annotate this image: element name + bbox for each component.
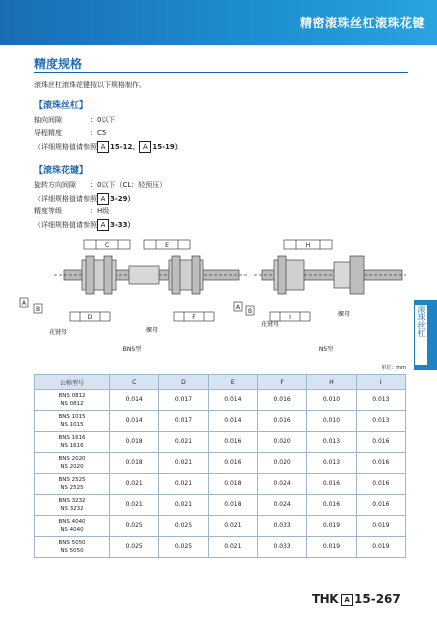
ns-datum-b-label: B [247, 308, 253, 315]
page-a-icon: A [139, 141, 151, 153]
cell-i: 0.016 [356, 474, 405, 495]
header-h: H [307, 375, 356, 390]
cell-c: 0.014 [110, 411, 159, 432]
cell-f: 0.024 [257, 474, 306, 495]
table-row [35, 537, 406, 558]
bns-nut-label: 螺母 [145, 327, 159, 334]
screw-row-label: 导程精度 [34, 129, 62, 137]
table-row [35, 495, 406, 516]
cell-c: 0.018 [110, 432, 159, 453]
cell-f: 0.020 [257, 432, 306, 453]
datum-b-label: B [35, 306, 41, 313]
table-row [35, 390, 406, 411]
cell-f: 0.020 [257, 453, 306, 474]
cell-h: 0.013 [307, 453, 356, 474]
spline-grade-label: 精度等级 [34, 207, 62, 215]
spec-table [34, 374, 406, 558]
screw-reference-page2: 15-19） [152, 143, 182, 151]
model-cell: BNS 2020 NS 2020 [35, 453, 110, 474]
spline-reference-page: 3-29） [110, 195, 135, 203]
cell-c: 0.018 [110, 453, 159, 474]
table-header-row [35, 375, 406, 390]
tol-d-label: D [87, 314, 93, 321]
cell-e: 0.016 [208, 453, 257, 474]
footer-page [312, 592, 401, 606]
cell-d: 0.021 [159, 432, 208, 453]
screw-row-value: ：0以下 [90, 116, 116, 124]
tolerance-diagrams [21, 236, 406, 354]
cell-e: 0.014 [208, 411, 257, 432]
cell-i: 0.016 [356, 453, 405, 474]
cell-e: 0.018 [208, 495, 257, 516]
spline-reference-2 [34, 219, 135, 231]
cell-e: 0.014 [208, 390, 257, 411]
bns-caption: BNS型 [122, 346, 142, 353]
screw-reference-text: （详细规格值请参照 [34, 143, 97, 151]
cell-d: 0.021 [159, 495, 208, 516]
spline-row-value: ：0以下（CL：轻预压） [90, 181, 167, 189]
unit-label: 单位：mm [381, 365, 406, 371]
tol-f-label: F [192, 314, 196, 321]
cell-d: 0.021 [159, 474, 208, 495]
cell-f: 0.016 [257, 390, 306, 411]
cell-e: 0.016 [208, 432, 257, 453]
page-header-title: 精密滚珠丝杠滚珠花键 [299, 16, 425, 30]
header-model: 公称型号 [35, 375, 110, 390]
cell-i: 0.016 [356, 432, 405, 453]
model-cell: BNS 5050 NS 5050 [35, 537, 110, 558]
spline-subtitle: 【滚珠花键】 [34, 166, 89, 176]
cell-h: 0.010 [307, 390, 356, 411]
cell-d: 0.025 [159, 537, 208, 558]
cell-f: 0.033 [257, 516, 306, 537]
cell-e: 0.018 [208, 474, 257, 495]
cell-h: 0.016 [307, 474, 356, 495]
cell-d: 0.021 [159, 453, 208, 474]
model-cell: BNS 1015 NS 1015 [35, 411, 110, 432]
cell-d: 0.025 [159, 516, 208, 537]
screw-reference [34, 141, 182, 153]
table-row [35, 453, 406, 474]
cell-f: 0.016 [257, 411, 306, 432]
cell-c: 0.025 [110, 516, 159, 537]
cell-e: 0.021 [208, 516, 257, 537]
bns-diagram [20, 240, 249, 321]
tol-e-label: E [165, 242, 169, 249]
table-row [35, 474, 406, 495]
cell-h: 0.016 [307, 495, 356, 516]
cell-f: 0.033 [257, 537, 306, 558]
screw-subtitle: 【滚珠丝杠】 [34, 101, 89, 111]
bns-spline-nut-label: 花键母 [48, 329, 68, 336]
cell-h: 0.019 [307, 516, 356, 537]
table-row [35, 432, 406, 453]
cell-c: 0.021 [110, 495, 159, 516]
page-a-icon: A [97, 141, 109, 153]
side-label: 滚珠丝杠 [415, 305, 427, 365]
cell-c: 0.014 [110, 390, 159, 411]
spline-reference-page: 3-33） [110, 221, 135, 229]
section-rule [34, 72, 408, 73]
tol-h-label: H [305, 242, 311, 249]
page-a-icon: A [97, 193, 109, 205]
cell-e: 0.021 [208, 537, 257, 558]
model-cell: BNS 4040 NS 4040 [35, 516, 110, 537]
tol-c-label: C [104, 242, 110, 249]
page-a-icon: A [341, 594, 353, 606]
cell-d: 0.017 [159, 390, 208, 411]
cell-i: 0.019 [356, 516, 405, 537]
cell-h: 0.013 [307, 432, 356, 453]
table-row [35, 411, 406, 432]
datum-a-label: A [21, 300, 27, 307]
screw-row-label: 轴向间隙 [34, 116, 62, 124]
model-cell: BNS 2525 NS 2525 [35, 474, 110, 495]
brand-logo: THK [312, 592, 339, 606]
ns-nut-label: 螺母 [337, 311, 351, 318]
cell-i: 0.016 [356, 495, 405, 516]
model-cell: BNS 1616 NS 1616 [35, 432, 110, 453]
header-e: E [208, 375, 257, 390]
intro-text: 滚珠丝杠滚珠花键按以下规格制作。 [34, 81, 146, 89]
spline-reference-text: （详细规格值请参照 [34, 221, 97, 229]
spline-reference-text: （详细规格值请参照 [34, 195, 97, 203]
cell-i: 0.019 [356, 537, 405, 558]
tol-i-label: I [289, 314, 291, 321]
cell-h: 0.010 [307, 411, 356, 432]
cell-h: 0.019 [307, 537, 356, 558]
spline-row-label: 旋转方向间隙 [34, 181, 76, 189]
cell-f: 0.024 [257, 495, 306, 516]
ns-diagram [234, 240, 406, 321]
header-i: I [356, 375, 405, 390]
cell-i: 0.013 [356, 411, 405, 432]
cell-i: 0.013 [356, 390, 405, 411]
cell-d: 0.017 [159, 411, 208, 432]
cell-c: 0.021 [110, 474, 159, 495]
header-c: C [110, 375, 159, 390]
model-cell: BNS 0812 NS 0812 [35, 390, 110, 411]
ns-datum-a-label: A [235, 304, 241, 311]
table-row [35, 516, 406, 537]
screw-reference-page: 15-12、 [110, 143, 140, 151]
page-number: 15-267 [354, 592, 401, 606]
ns-spline-nut-label: 花键母 [260, 321, 280, 328]
screw-row-value: ：C5 [90, 129, 107, 137]
ns-caption: NS型 [318, 346, 334, 353]
page-a-icon: A [97, 219, 109, 231]
section-title: 精度规格 [34, 57, 83, 71]
cell-c: 0.025 [110, 537, 159, 558]
spline-reference-1 [34, 193, 135, 205]
model-cell: BNS 3232 NS 3232 [35, 495, 110, 516]
spline-grade-value: ：H级 [90, 207, 110, 215]
header-f: F [257, 375, 306, 390]
header-d: D [159, 375, 208, 390]
